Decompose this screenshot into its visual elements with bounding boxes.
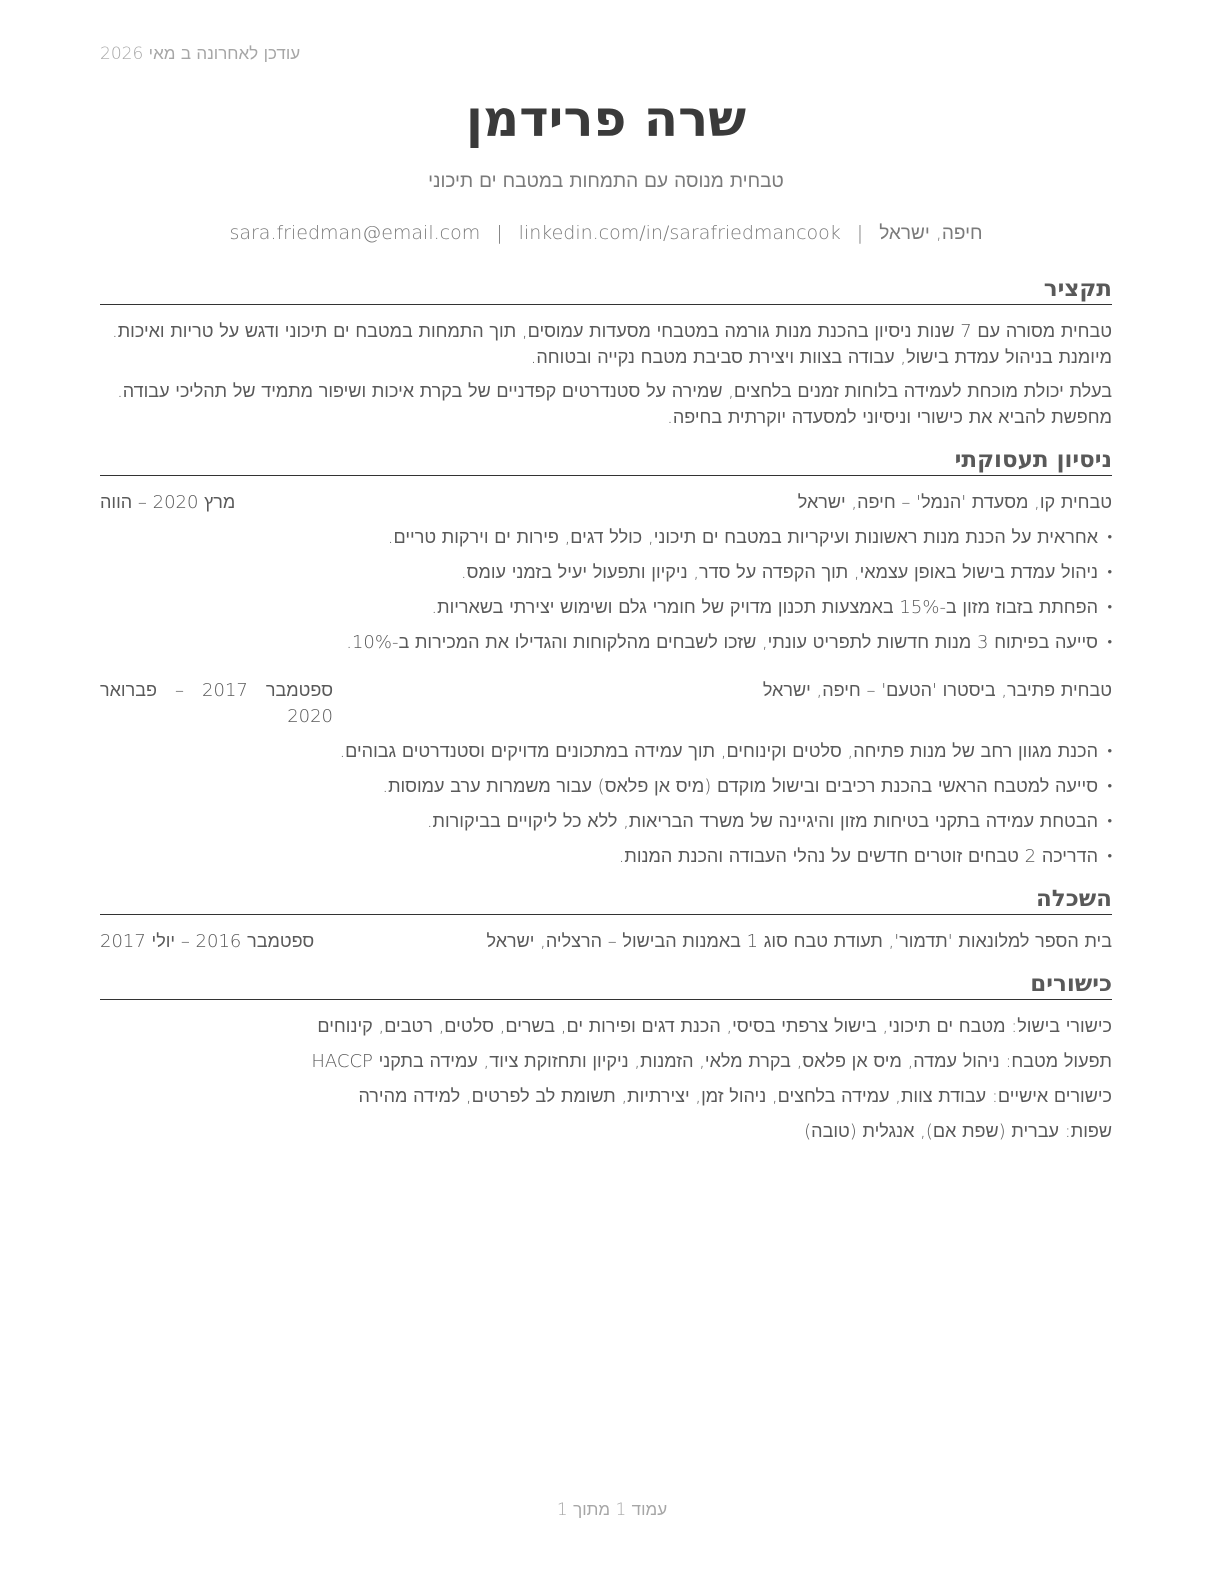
- skill-line: שפות: עברית (שפת אם), אנגלית (טובה): [804, 1121, 1112, 1142]
- job-bullet: • הכנת מגוון רחב של מנות פתיחה, סלטים וקינוחים, תוך עמידה במתכונים מדויקים וסטנדרטים גבוהים.: [100, 739, 1112, 765]
- experience-title: ניסיון תעסוקתי: [100, 445, 1112, 476]
- job-role: טבחית קו, מסעדת 'הנמל' – חיפה, ישראל: [797, 492, 1112, 513]
- education-section: [100, 884, 1112, 955]
- job-header: [100, 490, 1112, 516]
- summary-section: [100, 274, 1112, 431]
- job-bullet: • אחראית על הכנת מנות ראשונות ועיקריות במטבח ים תיכוני, כולל דגים, פירות ים וירקות טריים.: [100, 525, 1112, 551]
- contact-email[interactable]: sara.friedman@email.com: [229, 222, 481, 244]
- job-role: טבחית פתיבר, ביסטרו 'הטעם' – חיפה, ישראל: [762, 680, 1112, 701]
- job-header: [100, 678, 1112, 730]
- education-title: השכלה: [100, 884, 1112, 915]
- skill-line: תפעול מטבח: ניהול עמדה, מיס אן פלאס, בקרת מלאי, הזמנות, ניקיון ותחזוקת ציוד, עמידה בתקני HACCP: [311, 1051, 1112, 1072]
- job-bullet: • הפחתת בזבוז מזון ב-15% באמצעות תכנון מדויק של חומרי גלם ושימוש יצירתי בשאריות.: [100, 595, 1112, 621]
- job-bullet: • ניהול עמדת בישול באופן עצמאי, תוך הקפדה על סדר, ניקיון ותפעול יעיל בזמני עומס.: [100, 560, 1112, 586]
- job-bullet: • הדריכה 2 טבחים זוטרים חדשים על נהלי העבודה והכנת המנות.: [100, 844, 1112, 870]
- job-bullets: [100, 739, 1112, 870]
- job-bullet: • הבטחת עמידה בתקני בטיחות מזון והיגיינה של משרד הבריאות, ללא כל ליקויים בביקורות.: [100, 809, 1112, 835]
- skill-line: כישורי בישול: מטבח ים תיכוני, בישול צרפתי בסיסי, הכנת דגים ופירות ים, בשרים, סלטים, רטבים, קינוחים: [317, 1016, 1112, 1037]
- summary-paragraph: בעלת יכולת מוכחת לעמידה בלוחות זמנים בלחצים, שמירה על סטנדרטים קפדניים של בקרת איכות ושיפור מתמיד של תהליכי עבודה. מחפשת להביא את כישורי וניסיוני למסעדה יוקרתית בחיפה.: [117, 381, 1112, 428]
- contact-line: [100, 220, 1112, 246]
- job-bullets: [100, 525, 1112, 656]
- page-number: עמוד 1 מתוך 1: [556, 1500, 668, 1520]
- job-dates: ספטמבר 2017 – פברואר 2020: [100, 680, 334, 727]
- education-dates: ספטמבר 2016 – יולי 2017: [100, 931, 315, 952]
- last-updated: עודכן לאחרונה ב מאי 2026: [100, 44, 301, 64]
- job-entry: [100, 678, 1112, 870]
- job-bullet: • סייעה למטבח הראשי בהכנת רכיבים ובישול מוקדם (מיס אן פלאס) עבור משמרות ערב עמוסות.: [100, 774, 1112, 800]
- contact-separator: |: [496, 222, 503, 244]
- job-entry: [100, 490, 1112, 656]
- education-entry: [100, 929, 1112, 955]
- candidate-name: שרה פרידמן: [465, 90, 747, 148]
- skills-section: [100, 969, 1112, 1145]
- skill-line: כישורים אישיים: עבודת צוות, עמידה בלחצים, ניהול זמן, יצירתיות, תשומת לב לפרטים, למידה מהירה: [358, 1086, 1112, 1107]
- contact-separator: |: [856, 222, 864, 244]
- candidate-subtitle: טבחית מנוסה עם התמחות במטבח ים תיכוני: [428, 170, 784, 192]
- job-dates: מרץ 2020 – הווה: [100, 492, 236, 513]
- contact-location: חיפה, ישראל: [879, 222, 983, 244]
- experience-section: [100, 445, 1112, 870]
- contact-linkedin[interactable]: linkedin.com/in/sarafriedmancook: [518, 222, 841, 244]
- summary-title: תקציר: [100, 274, 1112, 305]
- job-bullet: • סייעה בפיתוח 3 מנות חדשות לתפריט עונתי, שזכו לשבחים מהלקוחות והגדילו את המכירות ב-10%.: [100, 630, 1112, 656]
- resume-page: [100, 88, 1112, 1145]
- summary-paragraph: טבחית מסורה עם 7 שנות ניסיון בהכנת מנות גורמה במטבחי מסעדות עמוסים, תוך התמחות במטבח ים תיכוני ודגש על טריות ואיכות. מיומנת בניהול עמדת בישול, עבודה בצוות ויצירת סביבת מטבח נקייה ובטוחה.: [112, 321, 1112, 368]
- skills-title: כישורים: [100, 969, 1112, 1000]
- education-school: בית הספר למלונאות 'תדמור', תעודת טבח סוג 1 באמנות הבישול – הרצליה, ישראל: [486, 931, 1112, 952]
